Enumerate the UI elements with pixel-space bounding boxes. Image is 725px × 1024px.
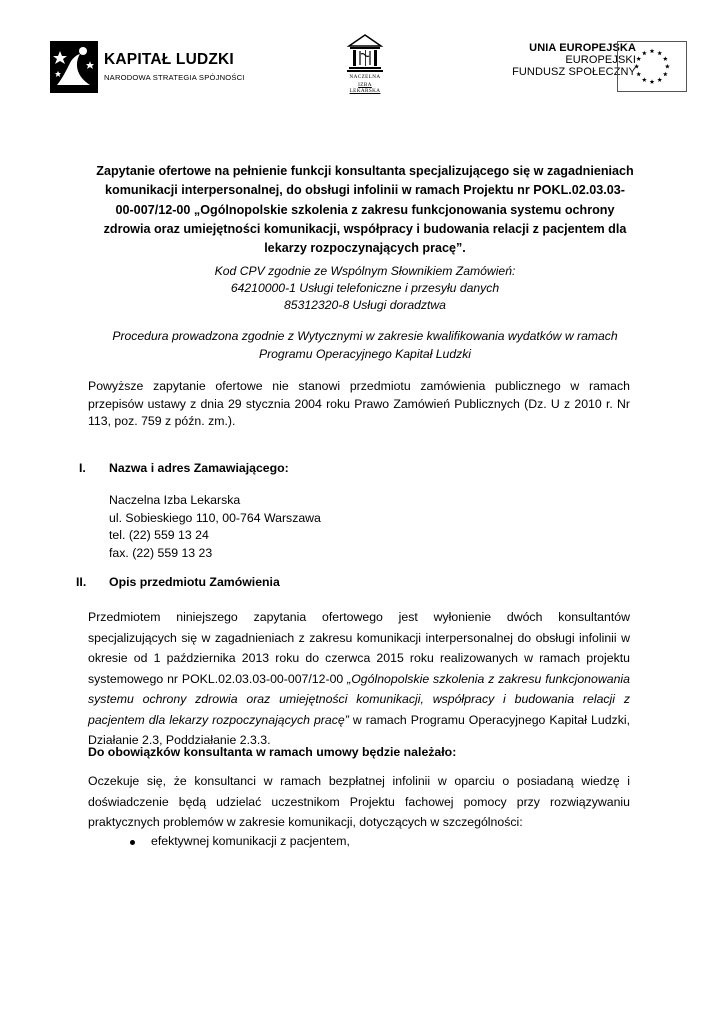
eu-flag-icon [617,41,687,92]
eu-star-icon [634,64,639,69]
document-title [80,162,650,258]
kapital-ludzki-logo [50,41,245,93]
section-1-title: Nazwa i adres Zamawiającego: [109,461,289,475]
cpv-line: Kod CPV zgodnie ze Wspólnym Słownikiem Zamówień: [214,264,516,278]
subject-description-paragraph [88,607,630,751]
eu-star-icon [657,51,662,56]
eu-line2: EUROPEJSKI [565,54,636,66]
eu-star-icon [650,49,655,54]
eu-star-icon [636,56,641,61]
section-1-number: I. [79,461,86,475]
title-line: lekarzy rozpoczynających pracę”. [264,241,466,256]
nil-text-line1: NACZELNA [349,74,381,80]
title-line: 00-007/12-00 „Ogólnopolskie szkolenia z zakresu funkcjonowania systemu ochrony [115,202,615,217]
bullet-icon [130,840,135,845]
cpv-line: 64210000-1 Usługi telefoniczne i przesyłu danych [230,281,500,296]
title-line: komunikacji interpersonalnej, do obsługi infolinii w ramach Projektu nr POKL.02.03.03- [105,183,625,198]
address-line: fax. (22) 559 13 23 [109,545,213,560]
intro-paragraph: Powyższe zapytanie ofertowe nie stanowi przedmiotu zamówienia publicznego w ramach przepisów ustawy z dnia 29 stycznia 2004 roku Prawo Zamówień Publicznych (Dz. U z 2010 r. Nr 113, poz. 759 z późn. zm.). [88,379,630,428]
eu-star-icon [636,72,641,77]
eu-star-icon [650,79,655,84]
eu-star-icon [663,72,668,77]
kapital-ludzki-emblem-icon [50,41,100,93]
naczelna-izba-lekarska-logo [343,34,387,96]
kapital-ludzki-title: KAPITAŁ LUDZKI [104,51,234,68]
procedure-line: Procedura prowadzona zgodnie z Wytycznymi w zakresie kwalifikowania wydatków w ramach [112,329,618,343]
address-line: ul. Sobieskiego 110, 00-764 Warszawa [109,510,321,525]
subject-description-start: Przedmiotem niniejszego zapytania ofertowego jest wyłonienie dwóch konsultantów specjalizujących się w zagadnieniach z zakresu komunikacji interpersonalnej do obsługi infolinii w okresie od 1 października 2013 roku do czerwca 2015 roku realizowanych w ramach projektu systemowego nr POKL.02.03.03-00-007/12-00 [88,610,630,686]
eu-star-icon [642,51,647,56]
cpv-codes [80,263,650,315]
procedure-line: Programu Operacyjnego Kapitał Ludzki [258,346,472,361]
expectations-paragraph: Oczekuje się, że konsultanci w ramach bezpłatnej infolinii w oparciu o posiadaną wiedzę i doświadczenie będą udzielać uczestnikom Projektu fachowej pomocy przy rozwiązywaniu praktycznych problemów w zakresie komunikacji, dotyczących w szczególności: [88,774,630,829]
subject-description-end: w ramach Programu Operacyjnego Kapitał Ludzki, Działanie 2.3, Poddziałanie 2.3.3. [88,712,630,747]
kapital-ludzki-subtitle: NARODOWA STRATEGIA SPÓJNOŚCI [104,73,245,82]
title-line: Zapytanie ofertowe na pełnienie funkcji konsultanta specjalizującego się w zagadnieniach [96,164,634,178]
eu-star-icon [657,77,662,82]
cpv-line: 85312320-8 Usługi doradztwa [284,298,446,313]
eu-logo-text [498,42,636,96]
address-line: Naczelna Izba Lekarska [109,493,241,507]
eu-title: UNIA EUROPEJSKA [529,42,636,54]
section-2-title: Opis przedmiotu Zamówienia [109,575,280,589]
contracting-authority-address [109,492,321,562]
project-name-italic: „Ogólnopolskie szkolenia z zakresu funkcjonowania systemu ochrony zdrowia oraz umiejętności komunikacji, współpracy i budowania relacji z pacjentem dla lekarzy rozpoczynających pracę” [88,671,630,727]
eu-star-icon [665,64,670,69]
list-item: efektywnej komunikacji z pacjentem, [151,834,350,848]
nil-text-line2: IZBA LEKARSKA [349,82,381,94]
procedure-note [80,328,650,363]
address-line: tel. (22) 559 13 24 [109,528,209,542]
duties-heading: Do obowiązków konsultanta w ramach umowy będzie należało: [88,745,457,759]
title-line: zdrowia oraz umiejętności komunikacji, współpracy i budowania relacji z pacjentem dla [103,221,627,236]
eu-star-icon [642,77,647,82]
nil-building-icon [346,34,384,72]
eu-star-icon [663,56,668,61]
eu-line3: FUNDUSZ SPOŁECZNY [512,66,636,78]
section-2-number: II. [76,575,87,589]
